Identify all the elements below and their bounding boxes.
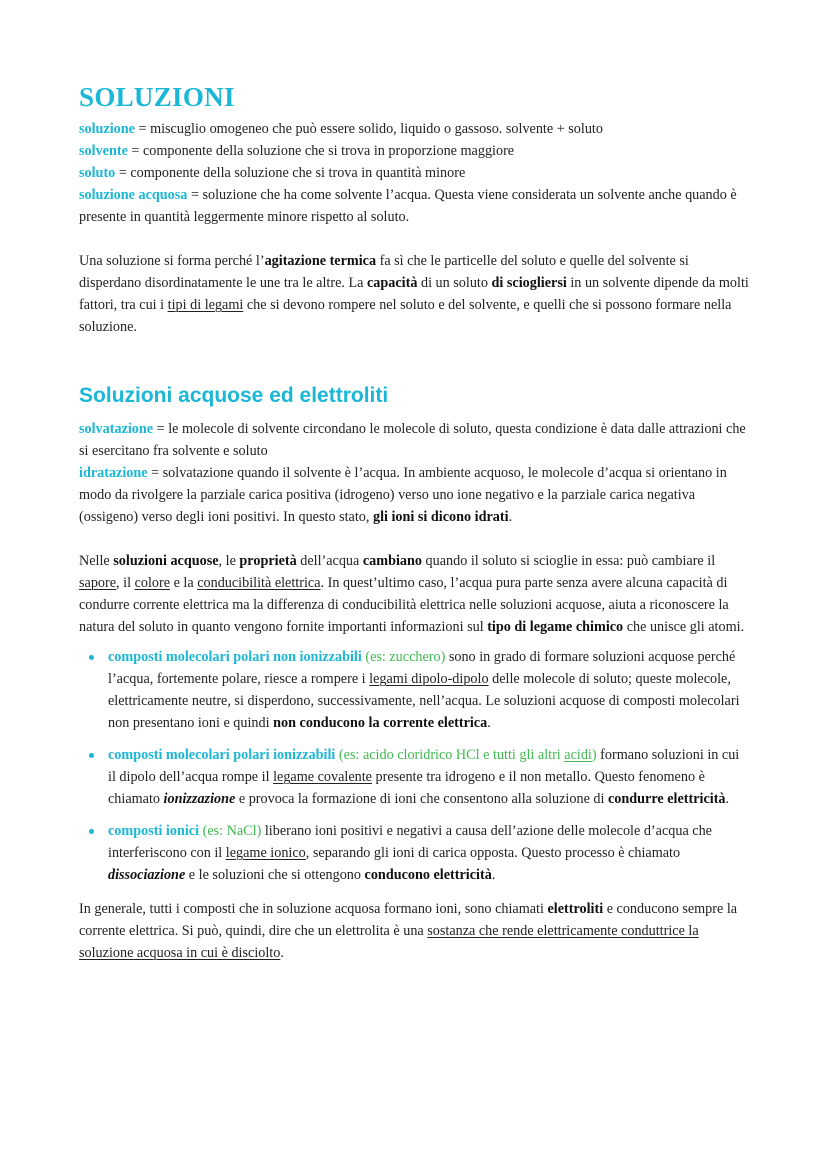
term-label: soluzione (79, 121, 135, 137)
paragraph-elettroliti: In generale, tutti i composti che in soluzione acquosa formano ioni, sono chiamati elettroliti e conducono sempre la corrente elettrica. Si può, quindi, dire che un elettrolita è una sostanza che rende elettricamente conduttrice la soluzione acquosa in cui è disciolto. (79, 901, 738, 961)
term-label: idratazione (79, 465, 148, 481)
definition-soluto: soluto = componente della soluzione che si trova in quantità minore (79, 165, 466, 181)
page-title: SOLUZIONI (79, 82, 235, 112)
list-item: composti molecolari polari ionizzabili (es: acido cloridrico HCl e tutti gli altri acidi) formano soluzioni in cui il dipolo dell’acqua rompe il legame covalente presente tra idrogeno e il non metallo. Questo fenomeno è chiamato ionizzazione e provoca la formazione di ioni che consentono alla soluzione di condurre elettricità. (108, 744, 749, 810)
paragraph-formazione: Una soluzione si forma perché l’agitazione termica fa sì che le particelle del soluto e quelle del solvente si disperdano disordinatamente le une tra le altre. La capacità di un soluto di sciogliersi in un solvente dipende da molti fattori, tra cui i tipi di legami che si devono rompere nel soluto e del solvente, e quelli che si possono formare nella soluzione. (79, 253, 749, 335)
definition-soluzione-acquosa: soluzione acquosa = soluzione che ha come solvente l’acqua. Questa viene considerata un solvente anche quando è presente in quantità leggermente minore rispetto al soluto. (79, 187, 737, 225)
term-label: solvatazione (79, 421, 154, 437)
definition-idratazione: idratazione = solvatazione quando il solvente è l’acqua. In ambiente acquoso, le molecole d’acqua si orientano in modo da rivolgere la parziale carica positiva (idrogeno) verso uno ione negativo e la parziale carica negativa (ossigeno) verso degli ioni positivi. In questo stato, gli ioni si dicono idrati. (79, 465, 727, 525)
compound-list (79, 646, 749, 886)
document-page (79, 80, 749, 964)
section-title: Soluzioni acquose ed elettroliti (79, 384, 389, 407)
definition-solvente: solvente = componente della soluzione che si trova in proporzione maggiore (79, 143, 515, 159)
term-label: soluzione acquosa (79, 187, 188, 203)
paragraph-soluzioni-acquose: Nelle soluzioni acquose, le proprietà dell’acqua cambiano quando il soluto si scioglie in essa: può cambiare il sapore, il colore e la conducibilità elettrica. In quest’ultimo caso, l’acqua pura parte senza avere alcuna capacità di condurre corrente elettrica ma la differenza di conducibilità elettrica nelle soluzioni acquose, aiuta a riconoscere la natura del soluto in quanto vengono fornite importanti informazioni sul tipo di legame chimico che unisce gli atomi. (79, 553, 745, 635)
term-label: soluto (79, 165, 116, 181)
bullet-dot-icon (89, 753, 94, 758)
list-item: composti molecolari polari non ionizzabili (es: zucchero) sono in grado di formare soluzioni acquose perché l’acqua, fortemente polare, riesce a rompere i legami dipolo-dipolo delle molecole di soluto; queste molecole, elettricamente neutre, si disperdono, successivamente, nell’acqua. Le soluzioni acquose di composti molecolari non presentano ioni e quindi non conducono la corrente elettrica. (108, 646, 749, 734)
list-item: composti ionici (es: NaCl) liberano ioni positivi e negativi a causa dell’azione delle molecole d’acqua che interferiscono con il legame ionico, separando gli ioni di carica opposta. Questo processo è chiamato dissociazione e le soluzioni che si ottengono conducono elettricità. (108, 820, 749, 886)
bullet-dot-icon (89, 655, 94, 660)
definition-solvatazione: solvatazione = le molecole di solvente circondano le molecole di soluto, questa condizione è data dalle attrazioni che si esercitano fra solvente e soluto (79, 421, 746, 459)
term-label: solvente (79, 143, 128, 159)
bullet-dot-icon (89, 829, 94, 834)
definition-soluzione: soluzione = miscuglio omogeneo che può essere solido, liquido o gassoso. solvente + soluto (79, 121, 603, 137)
